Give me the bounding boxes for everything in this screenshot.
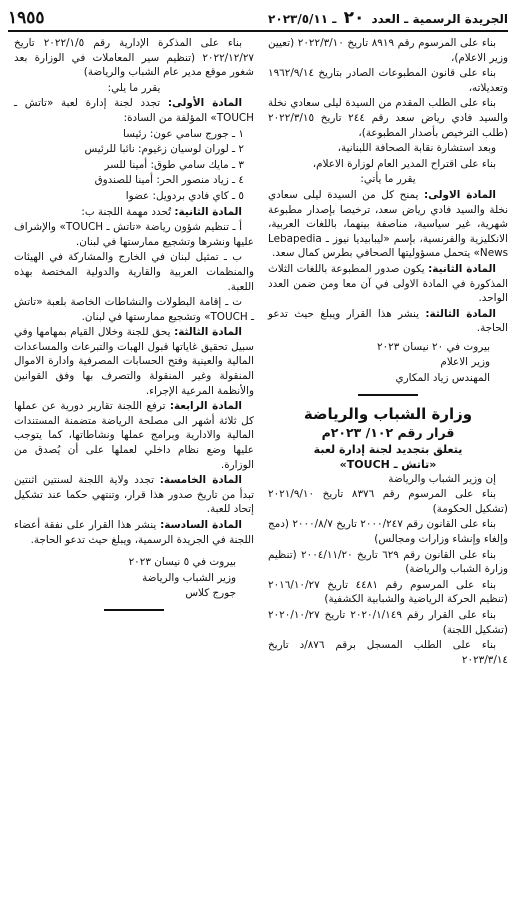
- article-title: المادة الثالثة:: [174, 326, 242, 339]
- member-item: ١ ـ جورج سامي عون: رئيسا: [123, 127, 244, 140]
- ministry-heading: وزارة الشباب والرياضة: [303, 404, 473, 423]
- section-divider: [104, 609, 164, 611]
- gazette-header-title: [268, 8, 508, 28]
- article-title: المادة الأولى:: [167, 97, 243, 110]
- article-3: [268, 307, 508, 336]
- article-title: المادة الرابعة:: [169, 400, 242, 413]
- article-3: [14, 325, 254, 398]
- sign-name: المهندس زياد المكاري: [395, 372, 490, 385]
- article-text: يحق للجنة وخلال القيام بمهامها وفي سبيل تحقيق غاياتها قبول الهبات والتبرعات والمساعدات المالية والعينية وفتح الحسابات المصرفية وادارة الاموال المنقولة وغير المنقولة والتصرف بها وفق القوانين والأنظمة المرعية الإجراء.: [14, 326, 254, 397]
- paragraph: إن وزير الشباب والرياضة: [388, 472, 496, 485]
- article-text: يكون صدور المطبوعة باللغات الثلاث المذكورة في المادة الاولى في آن معا ومن ضمن العدد الواحد.: [268, 262, 508, 305]
- article-text: يمنح كل من السيدة ليلى سعادي نخلة والسيد فادي رياض سعد، ترخيصا بإصدار مطبوعة شهرية، غير سياسية، مناصفة بينهما، باللغات العربية، الانكليزية والفرنسية، بإسم «ليبابيديا نيوز ـ Lebapedia News» يتحمل مسؤوليتها الصحافي بطرس كمال سعد.: [268, 188, 508, 260]
- article-4: [14, 399, 254, 472]
- paragraph: بناء على الطلب المقدم من السيدة ليلى سعادي نخلة والسيد فادي رياض سعد رقم ٢٤٤ تاريخ ٢٠٢٢/٣/١٥ (طلب الترخيص بأصدار المطبوعة)،: [268, 97, 508, 139]
- paragraph: بناء على الطلب المسجل برقم ٨٧٦/د تاريخ ٢٠٢٣/٣/١٤: [268, 639, 508, 666]
- decision-number: قرار رقم ١٠٢/ ٢٠٢٣م: [321, 424, 455, 440]
- paragraph: بناء على القرار رقم ٢٠٢٠/١/١٤٩ تاريخ ٢٠٢٠/١٠/٢٧ (تشكيل اللجنة): [268, 609, 508, 636]
- article-title: المادة الخامسة:: [159, 474, 242, 487]
- article-text: تجدد لجنة إدارة لعبة «تاتش ـ TOUCH» المؤلفة من السادة:: [14, 97, 254, 124]
- article-5: [14, 473, 254, 517]
- paragraph: بناء على القانون رقم ٦٢٩ تاريخ ٢٠٠٤/١١/٢٠ (تنظيم وزارة الشباب والرياضة): [268, 548, 508, 576]
- sign-place: بيروت في ٥ نيسان ٢٠٢٣: [128, 556, 236, 569]
- decision-subject: يتعلق بتجديد لجنة إدارة لعبة: [313, 442, 463, 456]
- article-text: ينشر هذا القرار ويبلغ حيث تدعو الحاجة.: [268, 307, 508, 335]
- page-number: ١٩٥٥: [8, 8, 45, 28]
- article-text: تجدد ولاية اللجنة لسنتين اثنتين تبدأ من تاريخ صدور هذا قرار، وتنتهي حكما عند تشكيل إتحاد للعبة.: [14, 474, 254, 516]
- right-column: [268, 36, 508, 668]
- member-item: ٣ ـ مايك سامي طوق: أمينا للسر: [104, 158, 244, 171]
- page-header: [8, 6, 508, 32]
- paragraph: بناء على القانون رقم ٢٠٠٠/٢٤٧ تاريخ ٢٠٠٠/٨/٧ (دمج وإلغاء وإنشاء وزارات ومجالس): [268, 518, 508, 546]
- paragraph: بناء على قانون المطبوعات الصادر بتاريخ ١٩٦٢/٩/١٤ وتعديلاته،: [268, 67, 508, 94]
- signature-block: [14, 555, 254, 601]
- article-text: تُحدد مهمة اللجنة ب:: [81, 205, 172, 218]
- left-column: [14, 36, 254, 668]
- decides-heading: يقرر ما يأتي:: [360, 173, 416, 186]
- sign-role: وزير الاعلام: [440, 356, 490, 369]
- sign-role: وزير الشباب والرياضة: [142, 571, 236, 584]
- article-1: [268, 188, 508, 261]
- article-1: [14, 96, 254, 125]
- member-item: ٢ ـ لوران لوسيان زغيوم: نائبا للرئيس: [84, 143, 244, 156]
- sign-name: جورج كلاس: [185, 587, 236, 600]
- paragraph: بناء على المرسوم رقم ٨٣٧٦ تاريخ ٢٠٢١/٩/١٠ (تشكيل الحكومة): [268, 488, 508, 515]
- article-title: المادة السادسة:: [160, 519, 242, 531]
- article-text: ينشر هذا القرار على نفقة أعضاء اللجنة في الجريدة الرسمية، ويبلغ حيث تدعو الحاجة.: [14, 519, 254, 546]
- paragraph: وبعد استشارة نقابة الصحافة اللبنانية،: [337, 142, 496, 155]
- paragraph: بناء على المرسوم رقم ٨٩١٩ تاريخ ٢٠٢٢/٣/١٠ (تعيين وزير الاعلام)،: [268, 37, 508, 64]
- article-title: المادة الثانية:: [174, 205, 242, 218]
- committee-members: [14, 127, 254, 204]
- member-item: ٥ ـ كاي فادي بردويل: عضوا: [125, 189, 244, 202]
- sign-place: بيروت في ٢٠ نيسان ٢٠٢٣: [377, 340, 490, 353]
- decides-heading: يقرر ما يلي:: [107, 81, 161, 94]
- paragraph: بناء على اقتراح المدير العام لوزارة الاعلام،: [312, 157, 496, 170]
- article-title: المادة الثانية:: [428, 262, 496, 275]
- article-2: [14, 205, 254, 220]
- issue-number: ٢٠: [343, 8, 365, 28]
- section-divider: [358, 394, 418, 396]
- decision-subject-game: «تاتش ـ TOUCH»: [339, 457, 437, 471]
- task-item: ب ـ تمثيل لبنان في الخارج والمشاركة في الهيئات والمنظمات العربية والقارية والدولية المختصة بهذه اللعبة.: [14, 251, 254, 293]
- article-title: المادة الثالثة:: [425, 307, 496, 320]
- article-6: [14, 518, 254, 547]
- task-item: ت ـ إقامة البطولات والنشاطات الخاصة بلعبة «تاتش ـ TOUCH» وتشجيع ممارستها في لبنان.: [14, 296, 254, 323]
- gazette-title: الجريدة الرسمية ـ العدد: [371, 12, 508, 26]
- article-2: [268, 262, 508, 306]
- signature-block: [268, 340, 508, 386]
- paragraph: بناء على المذكرة الإدارية رقم ٢٠٢٢/١/٥ تاريخ ٢٠٢٢/١٢/٢٧ (تنظيم سير المعاملات في الوزارة بعد شغور موقع مدير عام الشباب والرياضة): [14, 37, 254, 79]
- member-item: ٤ ـ زياد منصور الحر: أمينا للصندوق: [94, 174, 244, 187]
- task-item: أ ـ تنظيم شؤون رياضة «تاتش ـ TOUCH» والإشراف عليها ونشرها وتشجيع ممارستها في لبنان.: [14, 221, 254, 248]
- article-text: ترفع اللجنة تقارير دورية عن عملها كل ثلاثة أشهر الى مصلحة الرياضة متضمنة المستندات المالية والادارية وبرامج عملها ونشاطاتها، كما يتوجب عليها وضع نظام داخلي لعملها على أن يُصدق من الوزارة.: [14, 400, 254, 471]
- issue-date: ـ ٢٠٢٣/٥/١١: [268, 12, 337, 26]
- paragraph: بناء على المرسوم رقم ٤٤٨١ تاريخ ٢٠١٦/١٠/٢٧ (تنظيم الحركة الرياضية والشبابية الكشفية): [268, 578, 508, 606]
- article-title: المادة الاولى:: [423, 188, 496, 201]
